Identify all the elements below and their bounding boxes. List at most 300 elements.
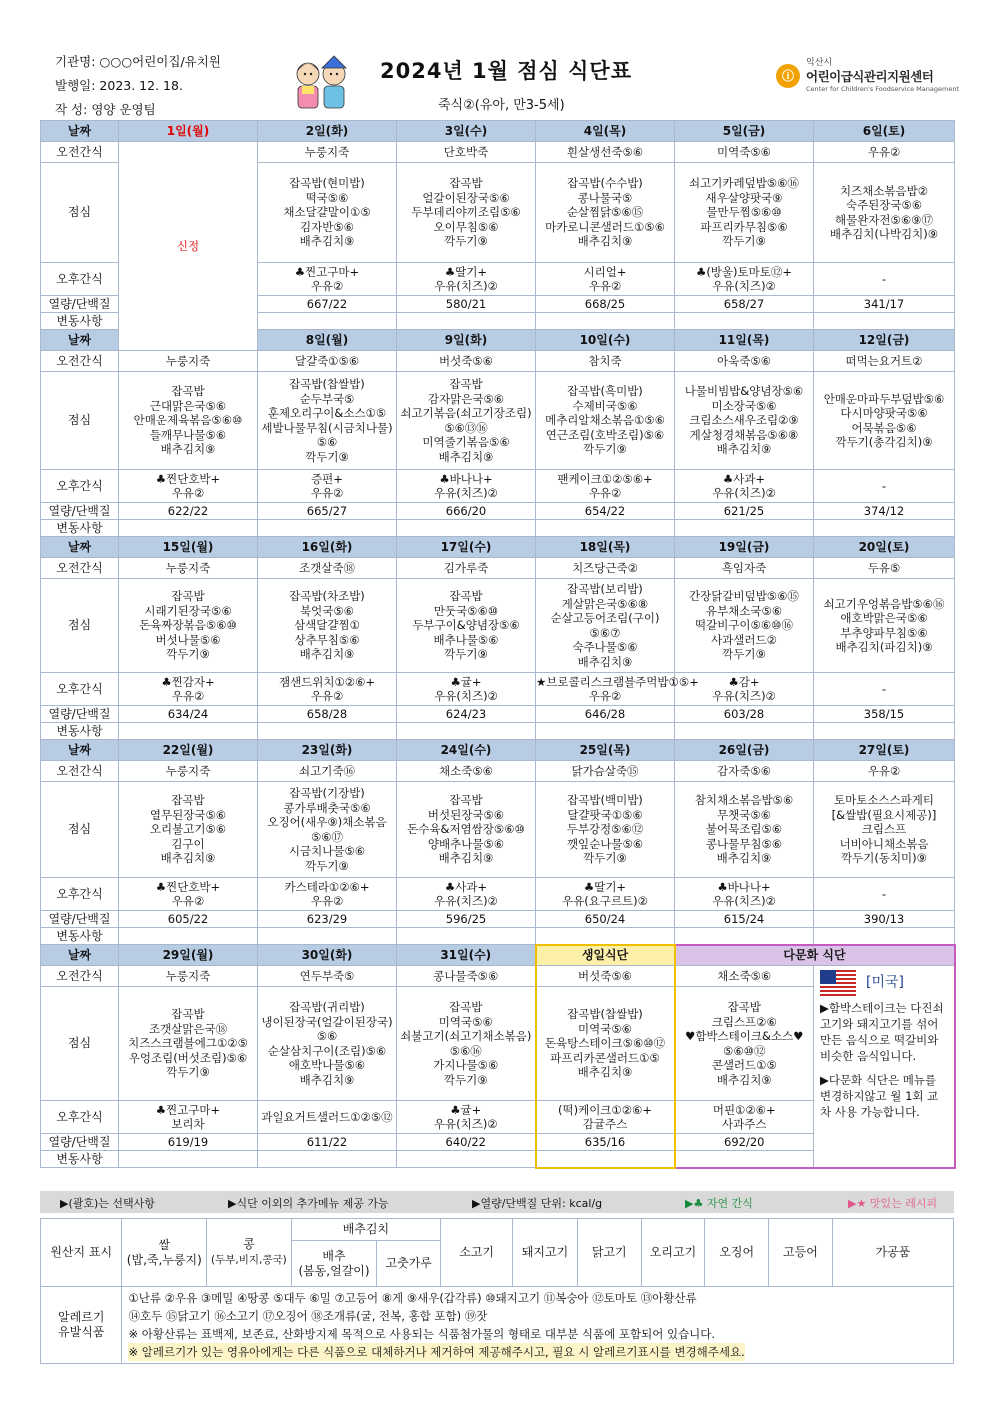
pm-snack-row	[41, 878, 955, 911]
menu-line: 배추김치⑨	[577, 234, 633, 249]
lunch-cell	[675, 987, 814, 1101]
origin-cabbage	[291, 1241, 377, 1287]
page-title: 2024년 1월 점심 식단표	[380, 59, 632, 83]
changes-cell	[814, 520, 955, 537]
date-cell: 12일(금)	[814, 330, 955, 351]
changes-cell	[119, 520, 258, 537]
date-header: 날짜	[41, 330, 119, 351]
logo-mark-icon: ⓘ	[776, 64, 800, 88]
menu-line: 오징어(새우⑨)채소볶음	[267, 815, 387, 829]
menu-line: 두부구이&양념장⑤⑥	[412, 618, 520, 633]
calorie-cell: 621/25	[675, 503, 814, 520]
lunch-label: 점심	[41, 987, 119, 1101]
org-label: 기관명:	[55, 54, 96, 69]
allergy-line-1: ①난류 ②우유 ③메밀 ④땅콩 ⑤대두 ⑥밀 ⑦고등어 ⑧게 ⑨새우(갑각류) ⑩돼지고기 ⑪복숭아 ⑫토마토 ⑬아황산류	[128, 1291, 697, 1305]
pm-snack-label: 오후간식	[41, 263, 119, 296]
lunch-cell	[258, 163, 397, 263]
calorie-label: 열량/단백질	[41, 1134, 119, 1151]
pm-snack-cell	[675, 470, 814, 503]
menu-line: 게살맑은국⑤⑥⑧	[561, 596, 649, 611]
menu-line: 너비아니채소볶음	[839, 836, 929, 851]
origin-chicken: 닭고기	[577, 1219, 641, 1287]
calorie-label: 열량/단백질	[41, 911, 119, 928]
menu-line: 마카로니콘샐러드①⑤⑥	[545, 219, 665, 234]
lunch-cell	[675, 372, 814, 470]
pm-snack-cell	[536, 263, 675, 296]
calorie-cell: 665/27	[258, 503, 397, 520]
menu-line: 유부채소국⑤⑥	[705, 603, 783, 618]
am-snack-cell: 흰살생선죽⑤⑥	[536, 142, 675, 163]
lunch-cell	[675, 579, 814, 673]
lunch-cell	[397, 782, 536, 878]
menu-line: 미역국⑤⑥	[438, 1014, 493, 1029]
menu-line: ⑤⑥⑰	[310, 829, 344, 844]
pm-snack-cell	[119, 878, 258, 911]
menu-line: 우유②	[588, 486, 622, 500]
origin-rice-title: 쌀	[158, 1237, 171, 1252]
allergy-info	[122, 1287, 954, 1364]
pm-snack-label: 오후간식	[41, 878, 119, 911]
changes-row	[41, 928, 955, 945]
menu-line: 버섯나물⑤⑥	[155, 632, 221, 647]
lunch-cell	[397, 372, 536, 470]
date-cell: 29일(월)	[119, 945, 258, 966]
menu-line: ⑤⑥⑯	[449, 1043, 482, 1058]
calorie-cell: 390/13	[814, 911, 955, 928]
menu-line: 애호박맑은국⑤⑥	[840, 611, 928, 625]
menu-line: 쇠고기카레덮밥⑤⑥⑯	[689, 176, 799, 191]
pm-snack-cell	[814, 878, 955, 911]
menu-line: 수제비국⑤⑥	[572, 398, 638, 413]
am-snack-cell: 콩나물죽⑤⑥	[397, 966, 536, 987]
lunch-cell	[119, 987, 258, 1101]
menu-line: 깍두기⑨	[305, 449, 349, 464]
menu-line: 양배추나물⑤⑥	[427, 836, 505, 851]
menu-line: 배추김치⑨	[716, 442, 772, 457]
calorie-cell: 640/22	[397, 1134, 536, 1151]
am-snack-cell: 단호박죽	[397, 142, 536, 163]
date-header: 날짜	[41, 537, 119, 558]
menu-line: 채소달걀말이①⑤	[283, 205, 371, 220]
menu-line: 잡곡밥	[449, 1000, 483, 1014]
changes-cell	[536, 928, 675, 945]
menu-line: 우유(치즈)②	[712, 279, 776, 293]
children-illustration-icon	[288, 52, 354, 114]
menu-line: 치즈채소볶음밥②	[839, 183, 929, 198]
menu-line: 참치채소볶음밥⑤⑥	[694, 793, 794, 808]
calorie-cell: 646/28	[536, 706, 675, 723]
menu-line: 잡곡밥(찹쌀밥)	[567, 1007, 643, 1022]
menu-line: 버섯된장국⑤⑥	[427, 807, 505, 822]
menu-line: 김구이	[171, 836, 205, 851]
pm-snack-cell	[536, 878, 675, 911]
menu-line: 깍두기⑨	[305, 858, 349, 873]
am-snack-cell: 두유⑤	[814, 558, 955, 579]
origin-kimchi: 배추김치	[291, 1219, 440, 1241]
birthday-menu-header: 생일식단	[536, 945, 675, 966]
legend-optional: ▶(괄호)는 선택사항	[60, 1197, 155, 1210]
date-row	[41, 945, 955, 966]
lunch-label: 점심	[41, 782, 119, 878]
am-snack-cell: 떠먹는요거트②	[814, 351, 955, 372]
calorie-row	[41, 706, 955, 723]
menu-line: 우유(치즈)②	[433, 1117, 498, 1131]
am-snack-cell: 아욱죽⑤⑥	[675, 351, 814, 372]
menu-line: 우유②	[310, 486, 344, 500]
menu-line: 깍두기⑨	[166, 1065, 210, 1080]
logo-english: Center for Children's Foodservice Management	[806, 85, 959, 93]
changes-cell	[397, 928, 536, 945]
menu-line: 우유(치즈)②	[712, 486, 776, 500]
pm-snack-label: 오후간식	[41, 470, 119, 503]
date-cell: 6일(토)	[814, 121, 955, 142]
menu-line: 우유(치즈)②	[712, 894, 776, 908]
calorie-cell: 658/28	[258, 706, 397, 723]
menu-line: 숙주된장국⑤⑥	[845, 198, 923, 212]
allergy-label-1: 알레르기	[58, 1310, 105, 1324]
date-cell: 20일(토)	[814, 537, 955, 558]
menu-line: ♣사과+	[722, 471, 766, 486]
am-snack-cell: 버섯죽⑤⑥	[536, 966, 675, 987]
date-header: 날짜	[41, 740, 119, 761]
menu-line: 파프리카무침⑤⑥	[700, 219, 788, 234]
am-snack-cell: 흑임자죽	[675, 558, 814, 579]
menu-line: 잡곡밥	[171, 384, 205, 399]
menu-line: 배추김치⑨	[577, 1065, 633, 1080]
pm-snack-cell	[675, 1101, 814, 1134]
calorie-row	[41, 911, 955, 928]
menu-line: 불어묵조림⑤⑥	[705, 822, 783, 837]
pm-snack-cell	[814, 470, 955, 503]
changes-row	[41, 520, 955, 537]
lunch-row	[41, 579, 955, 673]
menu-line: 잡곡밥	[171, 793, 205, 808]
menu-line: ♣찐단호박+	[155, 471, 221, 486]
am-snack-cell: 누룽지죽	[119, 558, 258, 579]
menu-line: 사과주스	[722, 1117, 767, 1131]
pm-snack-cell	[119, 470, 258, 503]
menu-line: 북엇국⑤⑥	[300, 603, 354, 618]
am-snack-cell: 버섯죽⑤⑥	[397, 351, 536, 372]
lunch-cell	[536, 163, 675, 263]
pm-snack-cell	[536, 470, 675, 503]
menu-line: 간장닭갈비덮밥⑤⑥⑮	[689, 589, 799, 604]
menu-line: 떡갈비구이⑤⑥⑩⑯	[695, 618, 793, 633]
lunch-row	[41, 372, 955, 470]
am-snack-cell: 미역죽⑤⑥	[675, 142, 814, 163]
menu-line: 머핀①②⑥+	[712, 1102, 776, 1117]
date-cell: 16일(화)	[258, 537, 397, 558]
menu-line: ♣감+	[728, 674, 760, 689]
am-snack-label: 오전간식	[41, 558, 119, 579]
calorie-cell: 341/17	[814, 296, 955, 313]
legend-extra-menu: ▶식단 이외의 추가메뉴 제공 가능	[228, 1197, 389, 1210]
am-snack-cell: 조갯살죽⑱	[258, 558, 397, 579]
date-cell: 11일(목)	[675, 330, 814, 351]
lunch-cell	[397, 987, 536, 1101]
menu-line: 근대맑은국⑤⑥	[149, 398, 227, 413]
am-snack-row	[41, 142, 955, 163]
changes-cell	[119, 1151, 258, 1168]
menu-line: 깍두기(동치미)⑨	[841, 851, 927, 866]
menu-line: 만둣국⑤⑥⑩	[433, 603, 499, 618]
org-info	[55, 52, 221, 70]
menu-line: 오이무침⑤⑥	[433, 219, 499, 234]
pm-snack-cell	[814, 673, 955, 706]
changes-cell	[397, 313, 536, 330]
calorie-cell: 692/20	[675, 1134, 814, 1151]
changes-row	[41, 723, 955, 740]
menu-line: 우유(치즈)②	[434, 486, 498, 500]
am-snack-cell: 감자죽⑤⑥	[675, 761, 814, 782]
page-subtitle: 죽식②(유아, 만3-5세)	[438, 98, 565, 113]
pm-snack-cell	[397, 470, 536, 503]
menu-line: 토마토소스스파게티	[834, 793, 934, 808]
menu-line: 미역국⑤⑥	[578, 1021, 632, 1036]
changes-label: 변동사항	[41, 928, 119, 945]
org-value: ○○○어린이집/유치원	[99, 54, 221, 69]
am-snack-cell: 참치죽	[536, 351, 675, 372]
calorie-cell: 615/24	[675, 911, 814, 928]
menu-line: 크림소스새우조림②⑨	[689, 413, 799, 428]
allergy-line-3: ※ 아황산류는 표백제, 보존료, 산화방지제 목적으로 사용되는 식품첨가물의 형태로 대부분 식품에 포함되어 있습니다.	[128, 1327, 716, 1341]
legend-bar	[40, 1191, 954, 1213]
changes-cell	[258, 313, 397, 330]
menu-line: 치즈스크램블에그①②⑤	[128, 1036, 248, 1051]
am-snack-cell: 채소죽⑤⑥	[675, 966, 814, 987]
am-snack-label: 오전간식	[41, 351, 119, 372]
origin-pork: 돼지고기	[513, 1219, 578, 1287]
date-cell: 30일(화)	[258, 945, 397, 966]
lunch-cell	[119, 782, 258, 878]
logo-city: 익산시	[806, 58, 833, 68]
menu-line: 잡곡밥	[727, 1000, 761, 1014]
menu-line: 배추김치⑨	[299, 234, 355, 249]
menu-line: 미소장국⑤⑥	[711, 398, 777, 413]
menu-line: 우유②	[171, 486, 205, 500]
menu-line: -	[881, 478, 887, 493]
menu-line: 우유(치즈)②	[712, 689, 776, 703]
menu-line: 김자반⑤⑥	[300, 219, 354, 234]
changes-cell	[536, 520, 675, 537]
changes-label: 변동사항	[41, 520, 119, 537]
calorie-cell: 668/25	[536, 296, 675, 313]
changes-cell	[258, 520, 397, 537]
changes-label: 변동사항	[41, 1151, 119, 1168]
menu-line: 시래기된장국⑤⑥	[144, 603, 232, 618]
pm-snack-cell	[397, 673, 536, 706]
changes-cell	[814, 928, 955, 945]
changes-cell	[536, 723, 675, 740]
lunch-label: 점심	[41, 372, 119, 470]
pm-snack-cell	[397, 878, 536, 911]
allergy-label-2: 유발식품	[58, 1325, 105, 1339]
calorie-label: 열량/단백질	[41, 296, 119, 313]
lunch-cell	[814, 579, 955, 673]
origin-processed: 가공품	[832, 1219, 953, 1287]
menu-line: 잡곡밥(흑미밥)	[567, 384, 643, 399]
menu-line: 배추김치⑨	[577, 654, 633, 669]
menu-line: 잡곡밥(기장밥)	[289, 786, 365, 800]
date-cell: 15일(월)	[119, 537, 258, 558]
calorie-cell: 580/21	[397, 296, 536, 313]
author-info	[55, 100, 156, 118]
menu-line: 메추리알채소볶음①⑤⑥	[545, 413, 665, 428]
menu-line: 잡곡밥(차조밥)	[289, 589, 365, 604]
lunch-cell	[536, 579, 675, 673]
lunch-cell	[119, 579, 258, 673]
menu-line: ♣찐고구마+	[294, 264, 360, 279]
menu-line: 게살청경채볶음⑤⑥⑧	[689, 427, 799, 442]
calorie-cell: 623/29	[258, 911, 397, 928]
changes-cell	[258, 928, 397, 945]
menu-line: ♣찐감자+	[161, 674, 215, 689]
pm-snack-cell	[397, 263, 536, 296]
calorie-cell: 619/19	[119, 1134, 258, 1151]
lunch-cell	[258, 579, 397, 673]
am-snack-cell: 누룽지죽	[119, 761, 258, 782]
lunch-cell	[814, 782, 955, 878]
menu-line: 세발나물무침(시금치나물)	[261, 420, 393, 435]
legend-recipe: ▶★ 맛있는 레시피	[848, 1197, 938, 1210]
menu-line: 콩나물국⑤	[577, 190, 633, 205]
origin-bean	[207, 1219, 292, 1287]
menu-line: 돈육탕스테이크⑤⑥⑩⑫	[544, 1036, 666, 1051]
date-cell: 31일(수)	[397, 945, 536, 966]
allergy-label	[41, 1287, 122, 1364]
menu-line: -	[881, 886, 887, 901]
menu-line: 깍두기⑨	[722, 647, 766, 662]
changes-cell	[536, 313, 675, 330]
menu-line: 배추김치⑨	[299, 1072, 355, 1087]
am-snack-cell: 채소죽⑤⑥	[397, 761, 536, 782]
menu-line: 우유②	[588, 279, 622, 293]
menu-line: 순살찜닭⑤⑥⑮	[566, 205, 644, 220]
menu-line: 깍두기⑨	[166, 647, 210, 662]
pm-snack-cell	[258, 673, 397, 706]
changes-cell	[675, 928, 814, 945]
calorie-cell: 358/15	[814, 706, 955, 723]
am-snack-cell: 달걀죽①⑤⑥	[258, 351, 397, 372]
menu-line: 배추김치⑨	[716, 851, 772, 866]
date-row	[41, 121, 955, 142]
menu-line: 우엉조림(버섯조림)⑤⑥	[128, 1050, 248, 1065]
menu-line: 우유②	[310, 689, 344, 703]
date-cell: 3일(수)	[397, 121, 536, 142]
calorie-cell: 634/24	[119, 706, 258, 723]
center-logo	[776, 55, 959, 97]
lunch-cell	[675, 782, 814, 878]
menu-line: ♣딸기+	[444, 264, 488, 279]
date-cell: 2일(화)	[258, 121, 397, 142]
changes-cell	[536, 1151, 675, 1168]
pm-snack-row	[41, 673, 955, 706]
menu-line: -	[881, 681, 887, 696]
menu-line: 조갯살맑은국⑱	[148, 1021, 228, 1036]
menu-line: 파프리카콘샐러드①⑤	[550, 1050, 660, 1065]
date-cell: 27일(토)	[814, 740, 955, 761]
origin-cabbage-sub: (봄동,얼갈이)	[298, 1263, 370, 1278]
origin-mackerel: 고등어	[769, 1219, 833, 1287]
note-line: ▶다문화 식단은 메뉴를 변경하지않고 월 1회 교차 사용 가능합니다.	[820, 1073, 939, 1119]
menu-line: 얼갈이된장국⑤⑥	[422, 190, 510, 205]
menu-line: ♣(방울)토마토⑫+	[696, 264, 792, 279]
am-snack-cell: 연두부죽⑤	[258, 966, 397, 987]
changes-cell	[675, 520, 814, 537]
menu-line: 쇠고기우엉볶음밥⑤⑥⑯	[823, 596, 945, 611]
am-snack-row	[41, 761, 955, 782]
menu-table	[40, 120, 955, 1169]
menu-line: 카스테라①②⑥+	[284, 879, 370, 894]
am-snack-row	[41, 558, 955, 579]
menu-line: ♣사과+	[444, 879, 488, 894]
menu-line: 콩가루배춧국⑤⑥	[283, 800, 371, 815]
menu-line: 깍두기⑨	[722, 234, 766, 249]
am-snack-cell: 쇠고기죽⑯	[258, 761, 397, 782]
author-label: 작 성:	[55, 102, 88, 117]
changes-label: 변동사항	[41, 723, 119, 740]
menu-line: 부추양파무침⑤⑥	[840, 625, 928, 640]
menu-line: 깍두기⑨	[444, 234, 488, 249]
note-country: [미국]	[866, 974, 904, 991]
pm-snack-cell	[258, 878, 397, 911]
lunch-cell	[536, 987, 675, 1101]
menu-line: 잡곡밥(귀리밥)	[289, 1000, 365, 1014]
calorie-cell: 374/12	[814, 503, 955, 520]
menu-line: 깍두기⑨	[444, 647, 488, 662]
am-snack-cell: 닭가슴살죽⑮	[536, 761, 675, 782]
menu-line: 잡곡밥(찹쌀밥)	[289, 377, 365, 391]
origin-cabbage-title: 배추	[322, 1248, 346, 1263]
menu-line: 시금치나물⑤⑥	[288, 844, 366, 858]
calorie-cell: 603/28	[675, 706, 814, 723]
date-cell: 1일(월)	[119, 121, 258, 142]
menu-line: 물만두찜⑤⑥⑩	[706, 205, 782, 220]
issue-date-value: 2023. 12. 18.	[99, 78, 183, 93]
am-snack-cell: 누룽지죽	[258, 142, 397, 163]
date-row	[41, 740, 955, 761]
pm-snack-cell	[258, 263, 397, 296]
menu-line: 깍두기⑨	[583, 851, 627, 866]
menu-line: 감귤주스	[582, 1117, 628, 1131]
pm-snack-cell	[675, 878, 814, 911]
date-cell: 8일(월)	[258, 330, 397, 351]
menu-line: 잡곡밥	[171, 1007, 205, 1022]
menu-line: ♣찐고구마+	[155, 1102, 221, 1117]
calorie-label: 열량/단백질	[41, 503, 119, 520]
menu-line: 들깨무나물⑤⑥	[149, 427, 227, 442]
date-cell: 18일(목)	[536, 537, 675, 558]
menu-line: 배추김치⑨	[716, 1072, 772, 1087]
allergy-line-2: ⑭호두 ⑮닭고기 ⑯소고기 ⑰오징어 ⑱조개류(굴, 전복, 홍합 포함) ⑲잣	[128, 1309, 488, 1323]
logo-name: 어린이급식관리지원센터	[806, 69, 934, 84]
menu-line: 돈육짜장볶음⑤⑥⑩	[139, 618, 237, 633]
menu-line: 어묵볶음⑤⑥	[851, 420, 917, 435]
menu-line: 시리얼+	[583, 264, 627, 279]
menu-line: 팬케이크①②⑤⑥+	[557, 471, 653, 486]
allergy-line-4: ※ 알레르기가 있는 영유아에게는 다른 식품으로 대체하거나 제거하여 제공해주시고, 필요 시 알레르기표시를 변경해주세요.	[128, 1345, 745, 1359]
menu-line: 보리차	[171, 1117, 205, 1131]
issue-date-info	[55, 76, 183, 94]
date-cell: 23일(화)	[258, 740, 397, 761]
am-snack-cell: 치즈당근죽②	[536, 558, 675, 579]
menu-line: 숙주나물⑤⑥	[572, 640, 638, 654]
menu-line: 우유②	[588, 689, 622, 703]
multicultural-note	[814, 966, 955, 1168]
menu-line: 가지나물⑤⑥	[433, 1058, 499, 1072]
menu-line: 잡곡밥	[449, 589, 483, 604]
menu-line: 우유②	[310, 279, 344, 293]
